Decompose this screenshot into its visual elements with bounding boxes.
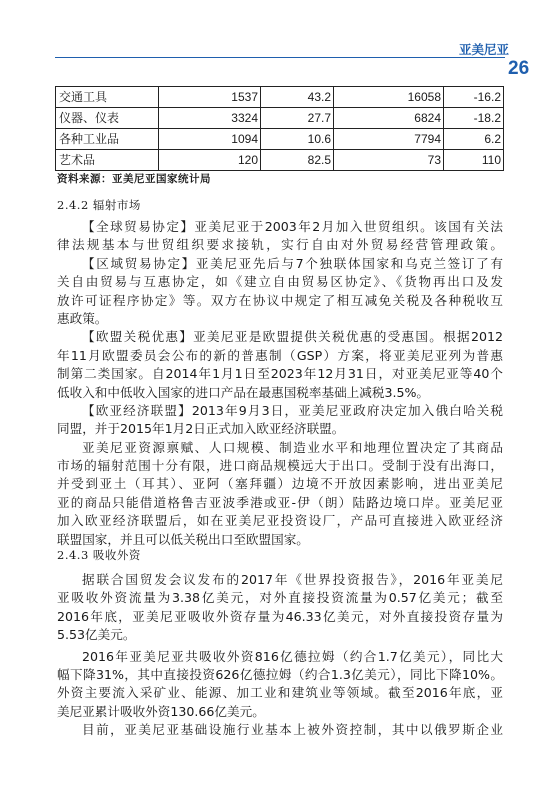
table-cell: 43.2: [261, 87, 334, 108]
table-cell: 交通工具: [56, 87, 159, 108]
text-line: 【区域贸易协定】亚美尼亚先后与7个独联体国家和乌克兰签订了有: [82, 255, 503, 271]
text-line: 美尼亚累计吸收外资130.66亿美元。: [57, 703, 265, 719]
text-line: 【欧盟关税优惠】亚美尼亚是欧盟提供关税优惠的受惠国。根据2012: [82, 329, 503, 345]
table-cell: 120: [159, 150, 261, 171]
header-rule: [55, 57, 505, 58]
trade-table: [55, 86, 504, 171]
table-cell: -16.2: [444, 87, 504, 108]
table-cell: 73: [334, 150, 444, 171]
text-line: 年11月欧盟委员会公布的新的普惠制（GSP）方案，将亚美尼亚列为普惠: [57, 347, 503, 363]
text-line: 亚吸收外资流量为3.38亿美元，对外直接投资流量为0.57亿美元；截至: [57, 590, 503, 606]
text-line: 2016年底，亚美尼亚吸收外资存量为46.33亿美元，对外直接投资存量为: [57, 608, 503, 624]
table-row: [56, 87, 504, 108]
text-line: 外资主要流入采矿业、能源、加工业和建筑业等领域。截至2016年底，亚: [57, 685, 503, 701]
table-cell: 6.2: [444, 129, 504, 150]
text-line: 同盟，并于2015年1月2日正式加入欧亚经济联盟。: [57, 421, 345, 437]
section-body-2-4-2: [57, 218, 503, 549]
text-line: 亚的商品只能借道格鲁吉亚波季港或亚-伊（朗）陆路边境口岸。亚美尼亚: [57, 494, 503, 510]
table-cell: 6824: [334, 108, 444, 129]
text-line: 关自由贸易与互惠协定，如《建立自由贸易区协定》、《货物再出口及发: [57, 274, 503, 290]
table-cell: 16058: [334, 87, 444, 108]
table-cell: 82.5: [261, 150, 334, 171]
header-title: 亚美尼亚: [458, 42, 509, 57]
table-cell: 艺术品: [56, 150, 159, 171]
text-line: 目前，亚美尼亚基础设施行业基本上被外资控制，其中以俄罗斯企业: [82, 722, 503, 738]
table-cell: 110: [444, 150, 504, 171]
section-heading-2-4-3: 2.4.3 吸收外资: [57, 548, 141, 562]
text-line: 低收入和中低收入国家的进口产品在最惠国税率基础上减税3.5%。: [57, 384, 430, 400]
table-cell: 1537: [159, 87, 261, 108]
text-line: 律法规基本与世贸组织要求接轨，实行自由对外贸易经营管理政策。: [57, 237, 503, 253]
text-line: 制第二类国家。自2014年1月1日至2023年12月31日，对亚美尼亚等40个: [57, 366, 503, 382]
section-heading-2-4-2: 2.4.2 辐射市场: [57, 198, 141, 212]
table-row: [56, 150, 504, 171]
table-cell: 仪器、仪表: [56, 108, 159, 129]
text-line: 惠政策。: [57, 310, 108, 326]
table-row: [56, 108, 504, 129]
text-line: 幅下降31%，其中直接投资626亿德拉姆（约合1.3亿美元），同比下降10%。: [57, 666, 503, 682]
table-cell: 7794: [334, 129, 444, 150]
text-line: 加入欧亚经济联盟后，如在亚美尼亚投资设厂，产品可直接进入欧亚经济: [57, 513, 503, 529]
table-row: [56, 129, 504, 150]
table-cell: -18.2: [444, 108, 504, 129]
text-line: 2016年亚美尼亚共吸收外资816亿德拉姆（约合1.7亿美元），同比大: [82, 648, 503, 664]
text-line: 亚美尼亚资源禀赋、人口规模、制造业水平和地理位置决定了其商品: [82, 439, 503, 455]
text-line: 【全球贸易协定】亚美尼亚于2003年2月加入世贸组织。该国有关法: [82, 219, 503, 234]
table-cell: 3324: [159, 108, 261, 129]
table-cell: 10.6: [261, 129, 334, 150]
table-cell: 27.7: [261, 108, 334, 129]
text-line: 放许可证程序协定》等。双方在协议中规定了相互减免关税及各种税收互: [57, 292, 503, 308]
text-line: 市场的辐射范围十分有限，进口商品规模远大于出口。受制于没有出海口，: [57, 458, 503, 474]
table-source-note: 资料来源：亚美尼亚国家统计局: [57, 173, 211, 185]
table-cell: 1094: [159, 129, 261, 150]
text-line: 联盟国家，并且可以低关税出口至欧盟国家。: [57, 531, 309, 547]
section-body-2-4-3: [57, 571, 503, 740]
text-line: 【欧亚经济联盟】2013年9月3日，亚美尼亚政府决定加入俄白哈关税: [82, 402, 503, 418]
page-number: 26: [508, 58, 530, 79]
text-line: 据联合国贸发会议发布的2017年《世界投资报告》，2016年亚美尼: [82, 572, 503, 587]
table-cell: 各种工业品: [56, 129, 159, 150]
text-line: 并受到亚土（耳其）、亚阿（塞拜疆）边境不开放因素影响，进出亚美尼: [57, 476, 503, 492]
text-line: 5.53亿美元。: [57, 627, 136, 643]
